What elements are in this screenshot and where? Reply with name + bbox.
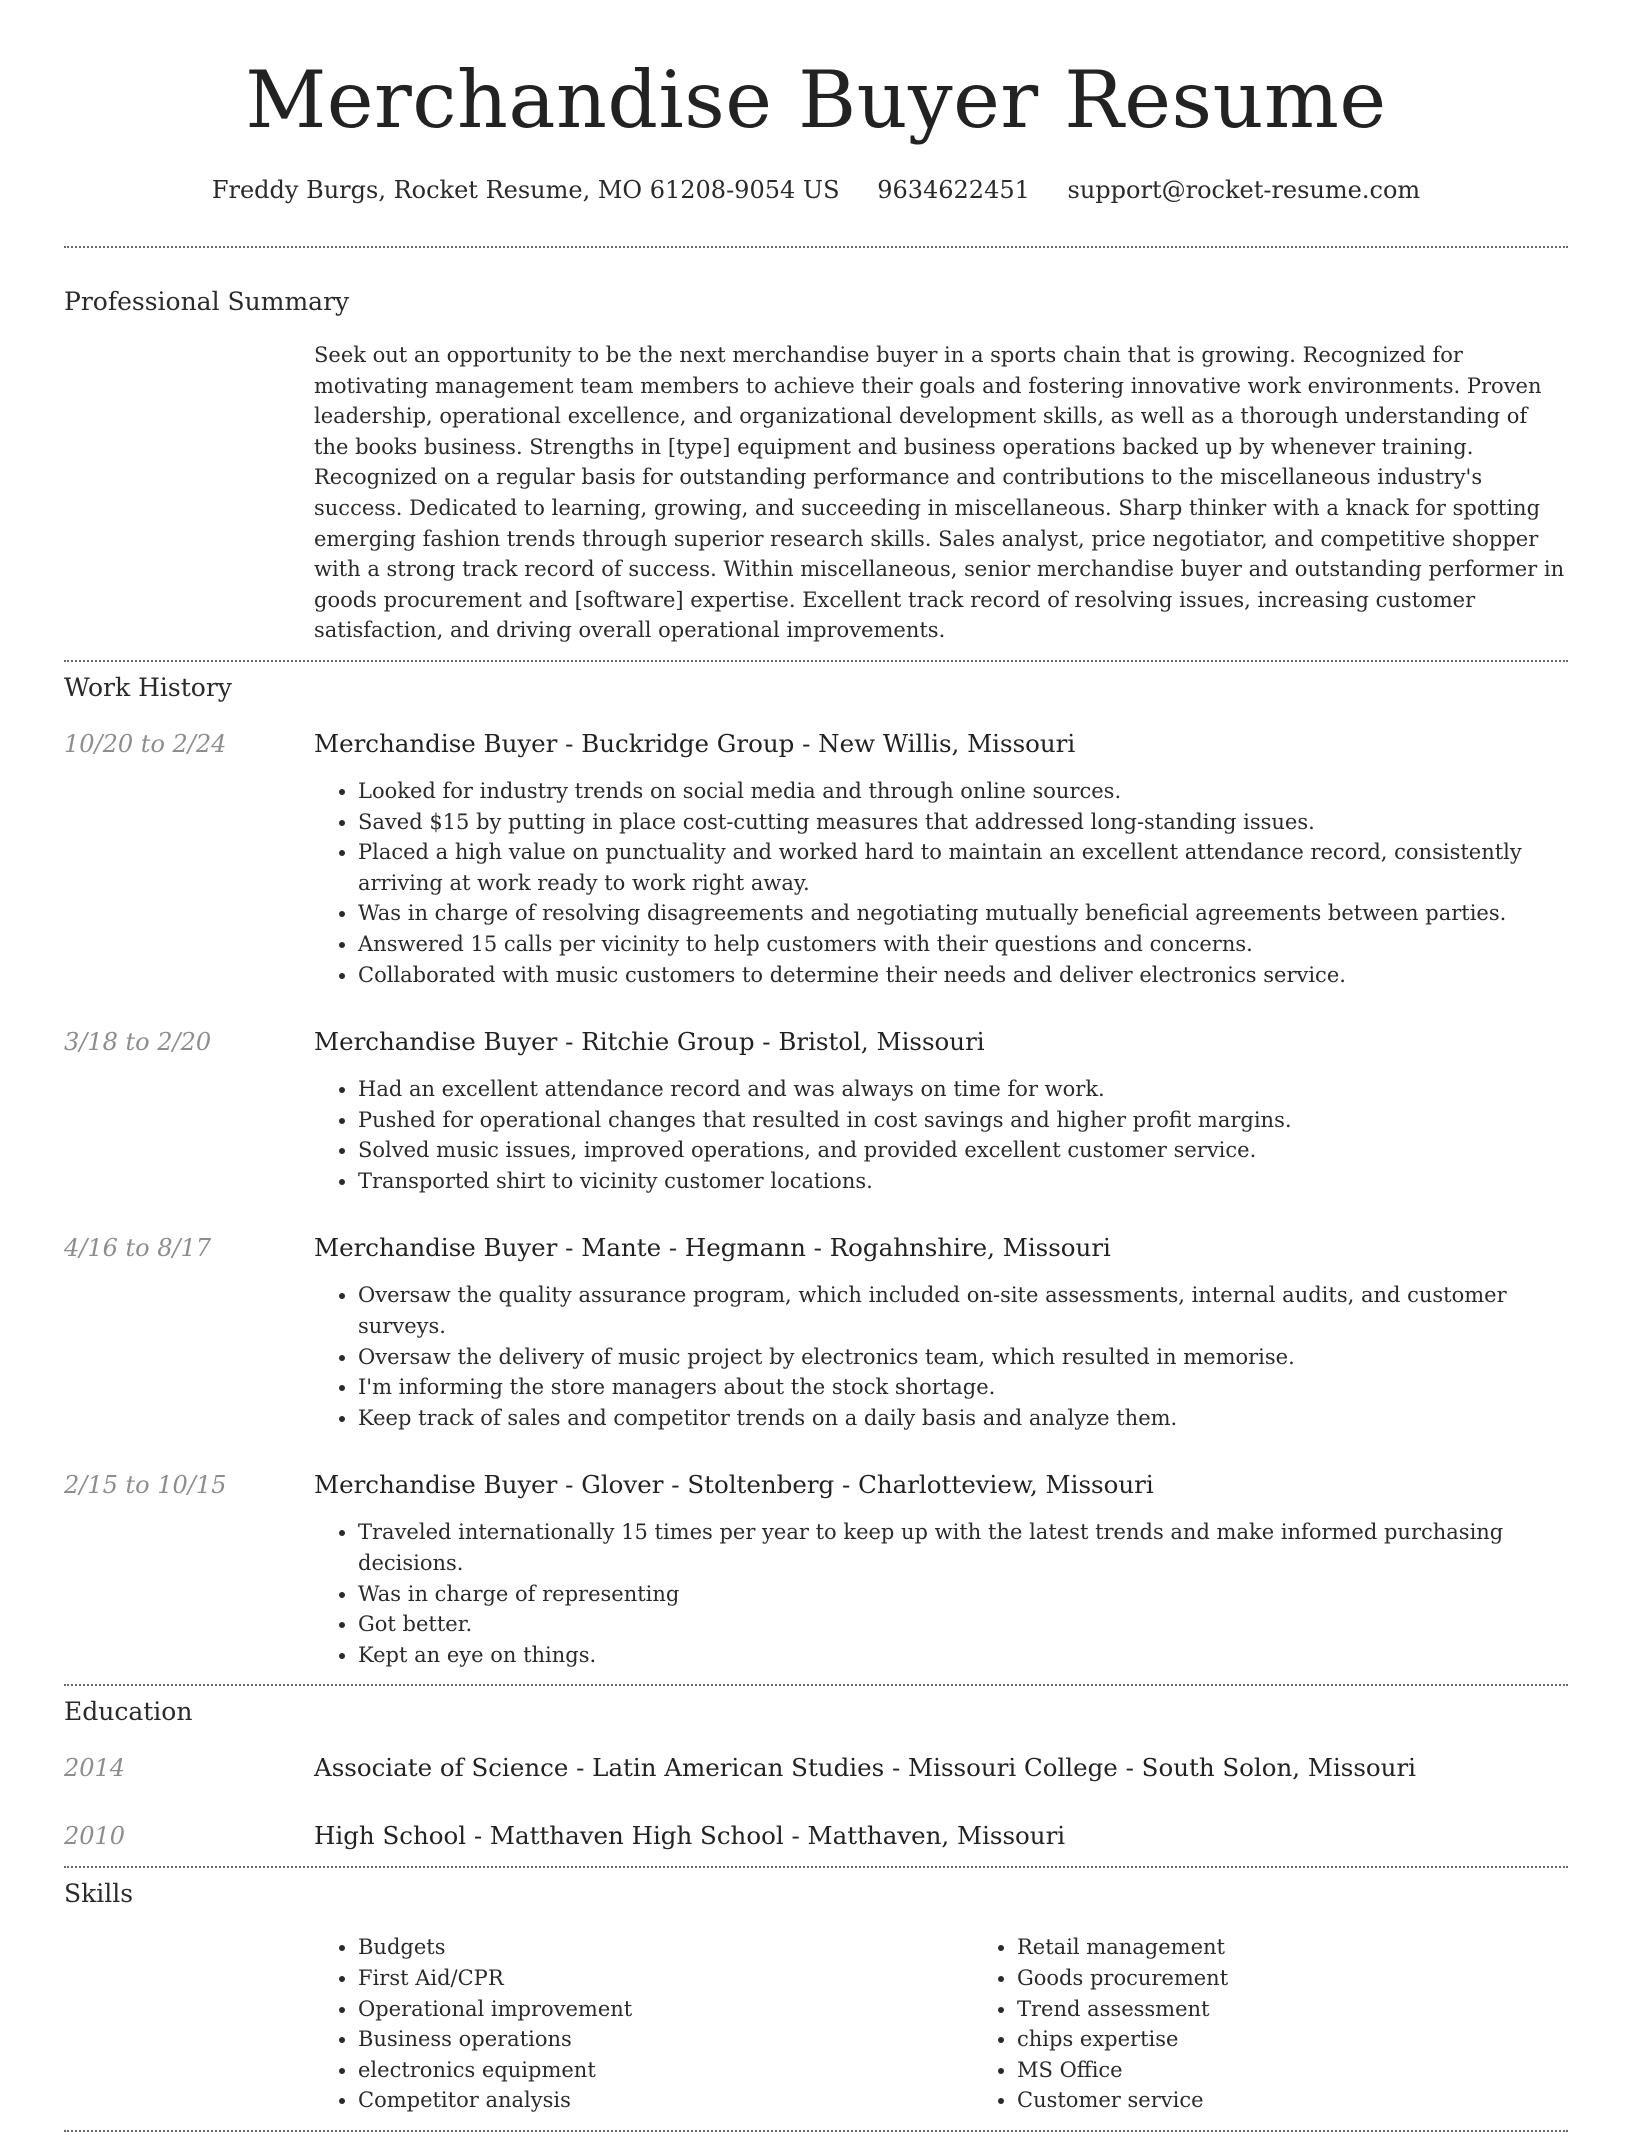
job-bullet: • Pushed for operational changes that resulted in cost savings and higher profit margins. [358,1105,1568,1136]
divider [64,1684,1568,1686]
job-bullet: • Solved music issues, improved operations, and provided excellent customer service. [358,1135,1568,1166]
job-title: Merchandise Buyer - Glover - Stoltenberg - Charlotteview, Missouri [314,1470,1154,1500]
job-bullet: • Was in charge of representing [358,1579,1568,1610]
job-body [314,1232,1568,1433]
job-bullet: • Kept an eye on things. [358,1640,1568,1671]
skill-item: • First Aid/CPR [358,1963,973,1994]
section-heading-summary: Professional Summary [64,287,350,316]
job-entry [64,1026,1568,1196]
skill-item: • MS Office [1017,2055,1632,2086]
job-bullets [314,1074,1568,1196]
job-bullets [314,1517,1568,1670]
job-dates: 3/18 to 2/20 [64,1028,212,1057]
contact-email: support@rocket-resume.com [1067,176,1421,204]
job-title: Merchandise Buyer - Buckridge Group - New Willis, Missouri [314,728,1076,758]
job-bullet: • Collaborated with music customers to determine their needs and deliver electronics service. [358,960,1568,991]
section-heading-skills: Skills [64,1879,134,1909]
skills-spacer [64,1932,314,2116]
education-title: Associate of Science - Latin American Studies - Missouri College - South Solon, Missouri [314,1753,1417,1783]
job-body [314,1026,1568,1196]
job-bullet: • Saved $15 by putting in place cost-cutting measures that addressed long-standing issues. [358,807,1568,838]
job-entry [64,728,1568,990]
skill-item: • Business operations [358,2024,973,2055]
job-body [314,728,1568,990]
summary-spacer [64,340,314,646]
education-year: 2014 [64,1754,126,1783]
education-year: 2010 [64,1822,126,1851]
job-bullet: • Had an excellent attendance record and was always on time for work. [358,1074,1568,1105]
skills-row [64,1932,1568,2116]
resume-title: Merchandise Buyer Resume [245,54,1387,146]
education-title: High School - Matthaven High School - Matthaven, Missouri [314,1821,1066,1851]
job-title: Merchandise Buyer - Ritchie Group - Bristol, Missouri [314,1027,985,1057]
contact-line [64,174,1568,206]
skill-item: • Operational improvement [358,1994,973,2025]
job-bullet: • Oversaw the delivery of music project by electronics team, which resulted in memorise. [358,1342,1568,1373]
summary-text: Seek out an opportunity to be the next merchandise buyer in a sports chain that is growing. Recognized for motivating management team members to achieve their goals and fostering innovative work environments. Proven leadership, operational excellence, and organizational development skills, as well as a thorough understanding of the books business. Strengths in [type] equipment and business operations backed up by whenever training. Recognized on a regular basis for outstanding performance and contributions to the miscellaneous industry's success. Dedicated to learning, growing, and succeeding in miscellaneous. Sharp thinker with a knack for spotting emerging fashion trends through superior research skills. Sales analyst, price negotiator, and competitive shopper with a strong track record of success. Within miscellaneous, senior merchandise buyer and outstanding performer in goods procurement and [software] expertise. Excellent track record of resolving issues, increasing customer satisfaction, and driving overall operational improvements. [314,343,1565,643]
job-bullet: • Oversaw the quality assurance program, which included on-site assessments, internal audits, and customer surveys. [358,1280,1568,1341]
education-entry [64,1752,1568,1784]
job-bullet: • Was in charge of resolving disagreements and negotiating mutually beneficial agreements between parties. [358,898,1568,929]
summary-row [64,340,1568,646]
job-dates: 4/16 to 8/17 [64,1234,212,1263]
job-bullet: • Placed a high value on punctuality and worked hard to maintain an excellent attendance record, consistently arriving at work ready to work right away. [358,837,1568,898]
job-bullet: • Looked for industry trends on social media and through online sources. [358,776,1568,807]
job-bullet: • Got better. [358,1609,1568,1640]
job-bullet: • Traveled internationally 15 times per year to keep up with the latest trends and make informed purchasing decisions. [358,1517,1568,1578]
job-bullets [314,1280,1568,1433]
job-title: Merchandise Buyer - Mante - Hegmann - Rogahnshire, Missouri [314,1233,1111,1263]
skill-item: • Budgets [358,1932,973,1963]
job-bullet: • I'm informing the store managers about the stock shortage. [358,1372,1568,1403]
skills-list-right [973,1932,1632,2116]
divider [64,1866,1568,1868]
section-heading-work: Work History [64,672,232,702]
divider [64,660,1568,662]
skill-item: • Retail management [1017,1932,1632,1963]
job-body [314,1469,1568,1670]
education-entry [64,1820,1568,1852]
contact-phone: 9634622451 [877,176,1030,204]
skill-item: • Goods procurement [1017,1963,1632,1994]
job-entry [64,1232,1568,1433]
job-dates: 10/20 to 2/24 [64,729,227,758]
job-bullet: • Transported shirt to vicinity customer locations. [358,1166,1568,1197]
skill-item: • chips expertise [1017,2024,1632,2055]
divider [64,246,1568,248]
skill-item: • Competitor analysis [358,2085,973,2116]
skills-columns [314,1932,1632,2116]
skills-list-left [314,1932,973,2116]
job-bullet: • Keep track of sales and competitor trends on a daily basis and analyze them. [358,1403,1568,1434]
skill-item: • Customer service [1017,2085,1632,2116]
job-bullets [314,776,1568,990]
job-bullet: • Answered 15 calls per vicinity to help customers with their questions and concerns. [358,929,1568,960]
skill-item: • electronics equipment [358,2055,973,2086]
section-heading-education: Education [64,1697,193,1727]
skill-item: • Trend assessment [1017,1994,1632,2025]
job-dates: 2/15 to 10/15 [64,1471,227,1500]
job-entry [64,1469,1568,1670]
contact-address: Freddy Burgs, Rocket Resume, MO 61208-9054 US [211,176,840,204]
